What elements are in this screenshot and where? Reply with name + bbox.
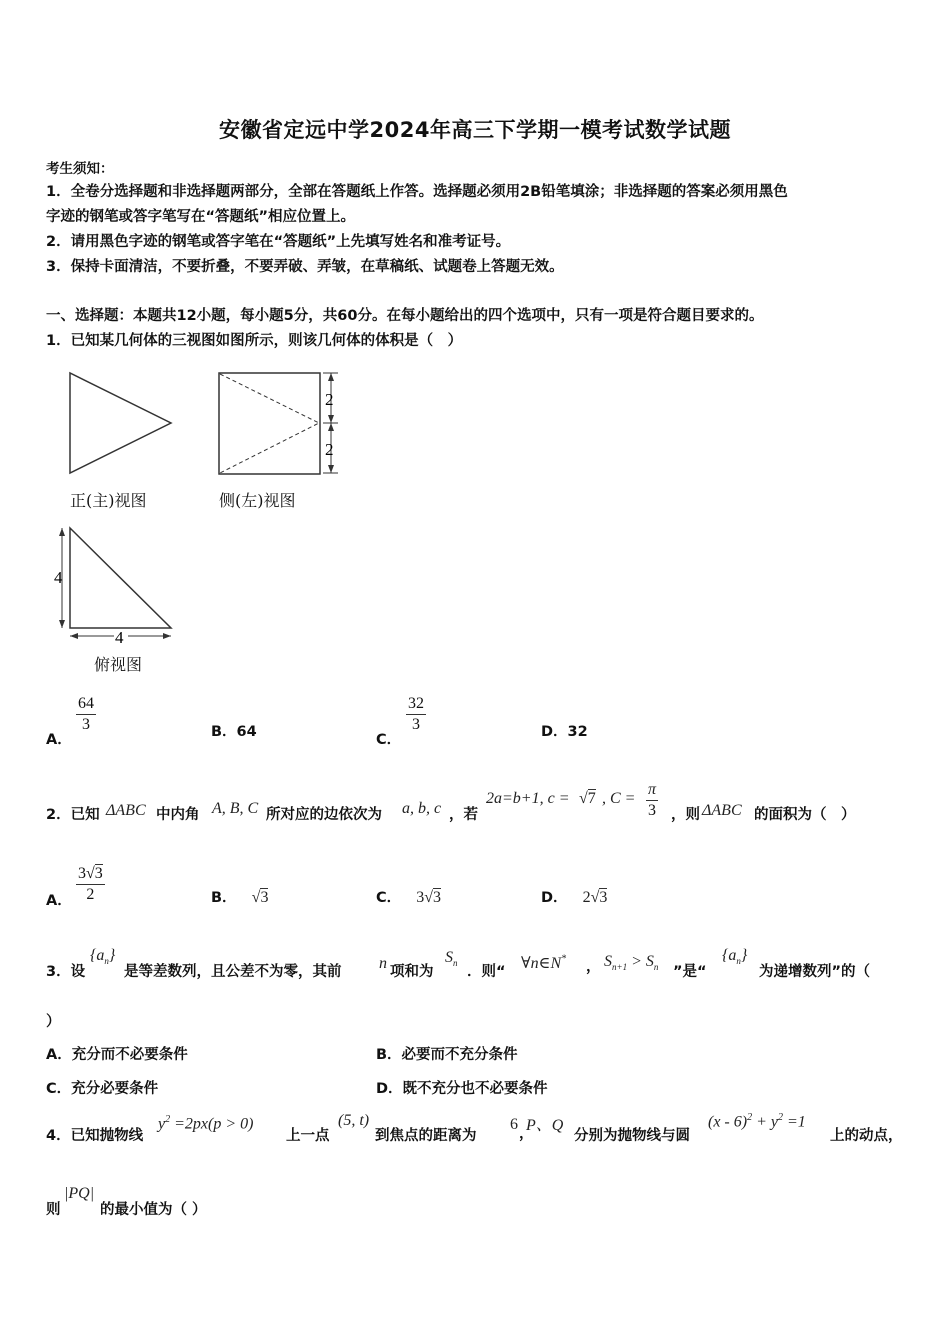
q1-stem: 1．已知某几何体的三视图如图所示，则该几何体的体积是（ ） bbox=[46, 333, 463, 349]
notice-item-1-cont: 字迹的钢笔或答字笔写在“答题纸”相应位置上。 bbox=[46, 209, 356, 225]
top-view-triangle bbox=[70, 528, 171, 628]
three-view-figure bbox=[54, 360, 360, 680]
q2-option-d[interactable]: D． 2√3 bbox=[541, 889, 608, 906]
section-heading: 一、选择题：本题共12小题，每小题5分，共60分。在每小题给出的四个选项中，只有一项是符合题目要求的。 bbox=[46, 308, 764, 324]
dim-label-4-vertical: 4 bbox=[54, 568, 63, 587]
top-view-caption: 俯视图 bbox=[94, 655, 143, 674]
q1-option-a[interactable]: A． $\frac{64}{3}$ bbox=[46, 695, 94, 748]
dim-label-4-horizontal: 4 bbox=[115, 628, 124, 647]
page-title: 安徽省定远中学2024年高三下学期一模考试数学试题 bbox=[219, 118, 731, 142]
notice-item-2: 2．请用黑色字迹的钢笔或答字笔在“答题纸”上先填写姓名和准考证号。 bbox=[46, 234, 511, 250]
q3-option-d[interactable]: D．既不充分也不必要条件 bbox=[376, 1081, 548, 1097]
q2-option-a[interactable]: A． $\frac{3√3}{2}$ bbox=[46, 865, 103, 909]
q3-option-a[interactable]: A．充分而不必要条件 bbox=[46, 1047, 188, 1063]
side-view-square bbox=[219, 373, 320, 474]
notice-item-3: 3．保持卡面清洁，不要折叠，不要弄破、弄皱，在草稿纸、试题卷上答题无效。 bbox=[46, 259, 564, 275]
q3-option-c[interactable]: C．充分必要条件 bbox=[46, 1081, 159, 1097]
q2-option-c[interactable]: C． 3√3 bbox=[376, 889, 442, 906]
q1-option-d[interactable]: D．32 bbox=[541, 724, 588, 740]
q3-stem: 3．设 $\{a_n\}$ 是等差数列，且公差不为零，其前 n 项和为 $S_n$ ．则“ ∀n∈N* ， $S_{n+1} > S_n$ ”是“ $\{a_n\}$ 为递增数列”的（ bbox=[46, 947, 871, 980]
front-view-triangle bbox=[70, 373, 171, 473]
q4-stem: 4．已知抛物线 $y^2 =2px(p > 0)$ 上一点 (5, t) 到焦点的距离为 6 ， P、Q 分别为抛物线与圆 $(x - 6)^2 + y^2 =1$ 上的动点， bbox=[46, 1112, 903, 1144]
q1-option-b[interactable]: B．64 bbox=[211, 724, 257, 740]
notice-item-1: 1．全卷分选择题和非选择题两部分，全部在答题纸上作答。选择题必须用2B铅笔填涂；非选择题的答案必须用黑色 bbox=[46, 184, 788, 200]
q3-stem-close: ） bbox=[46, 1014, 61, 1030]
front-view-caption: 正(主)视图 bbox=[70, 491, 147, 510]
dim-label-2a: 2 bbox=[325, 390, 334, 409]
side-view-caption: 侧(左)视图 bbox=[219, 491, 296, 510]
q1-option-c[interactable]: C． $\frac{32}{3}$ bbox=[376, 695, 424, 748]
q2-option-b[interactable]: B． √3 bbox=[211, 889, 269, 906]
q3-option-b[interactable]: B．必要而不充分条件 bbox=[376, 1047, 518, 1063]
side-view-hidden-lines bbox=[220, 374, 319, 473]
notice-heading: 考生须知： bbox=[46, 161, 114, 177]
dim-label-2b: 2 bbox=[325, 440, 334, 459]
